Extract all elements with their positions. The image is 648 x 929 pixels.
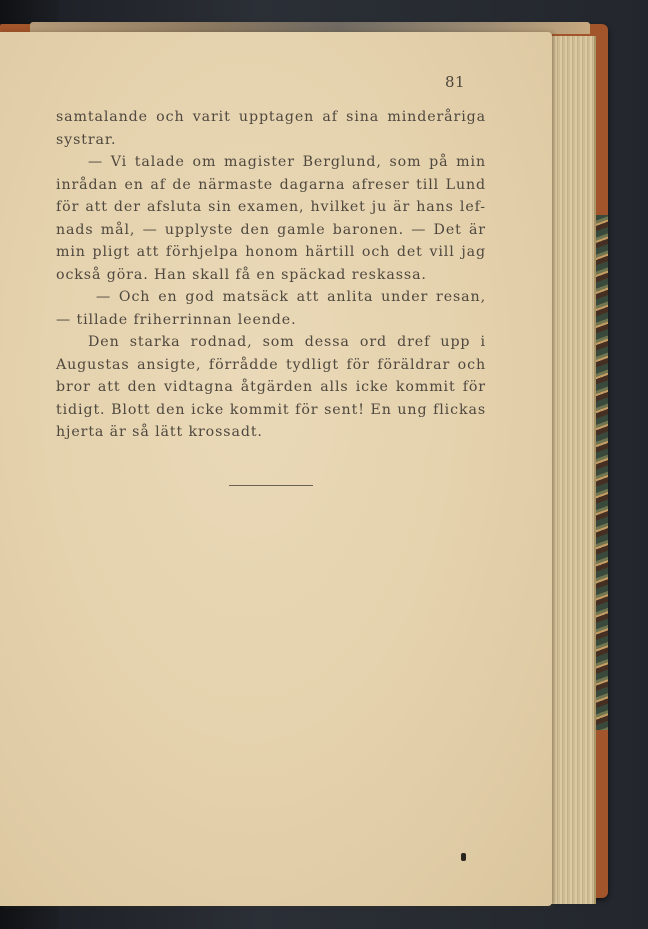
text-line: — Och en god matsäck att anlita under resan,: [96, 289, 486, 305]
text-line: för att der afsluta sin examen, hvilket ju är hans lef-: [56, 199, 486, 215]
page-stack-edge: [548, 36, 596, 904]
text-line: bror att den vidtagna åtgärden alls icke kommit för: [56, 379, 486, 395]
page-number: 81: [445, 73, 466, 91]
text-line: — tillade friherrinnan leende.: [56, 311, 297, 328]
ink-mark: [461, 853, 466, 861]
text-line: tidigt. Blott den icke kommit för sent! En ung flickas: [56, 401, 486, 418]
text-line: också göra. Han skall få en späckad reskassa.: [56, 266, 427, 283]
body-text: [56, 106, 486, 444]
text-line: hjerta är så lätt krossadt.: [56, 424, 263, 440]
text-line: samtalande och varit upptagen af sina minderåriga: [56, 109, 486, 125]
text-line: nads mål, — upplyste den gamle baronen. — Det är: [56, 221, 486, 238]
text-line: Den starka rodnad, som dessa ord dref upp i: [88, 334, 486, 350]
text-line: — Vi talade om magister Berglund, som på min: [88, 154, 486, 170]
text-line: min pligt att förhjelpa honom härtill och det vill jag: [56, 244, 486, 260]
marbled-edge: [594, 215, 608, 730]
text-line: Augustas ansigte, förrådde tydligt för föräldrar och: [56, 356, 486, 373]
text-line: systrar.: [56, 131, 117, 148]
text-line: inrådan en af de närmaste dagarna afreser till Lund: [56, 176, 486, 193]
section-divider: [229, 485, 313, 486]
